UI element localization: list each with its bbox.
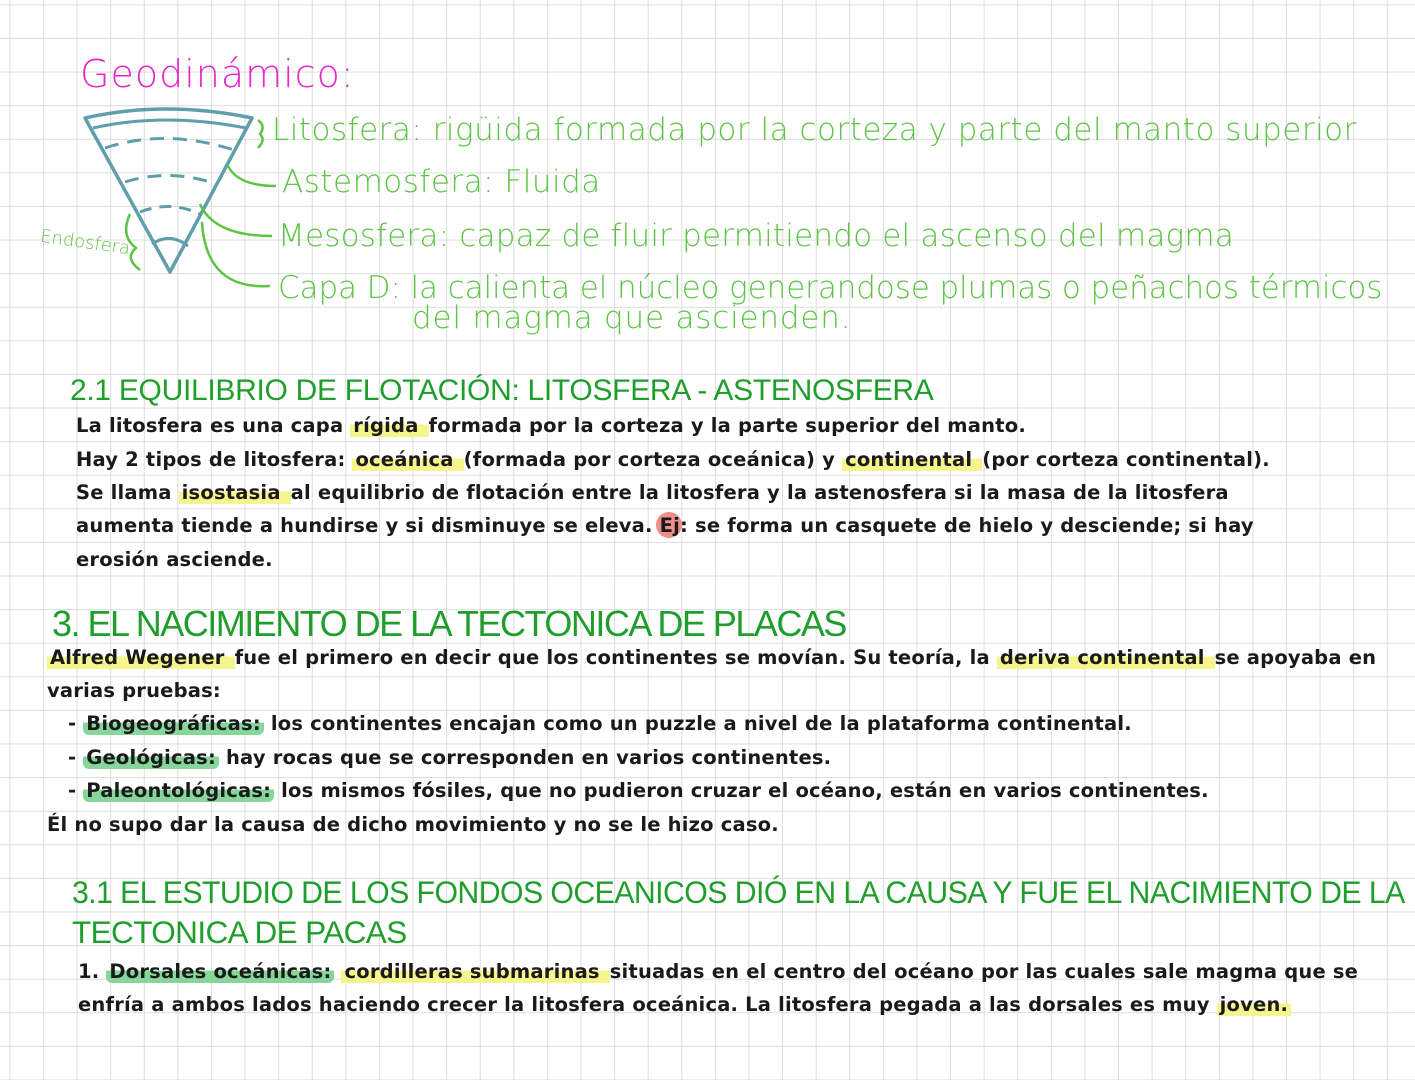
section-3-heading: 3. EL NACIMIENTO DE LA TECTONICA DE PLACAS	[52, 603, 846, 644]
text: (por corteza continental).	[982, 448, 1270, 471]
text: formada por la corteza y la parte superior del manto.	[428, 414, 1026, 437]
s31-line2	[78, 993, 1291, 1016]
highlight-rigida: rígida	[350, 414, 428, 437]
list-number: 1.	[78, 960, 107, 983]
text: Hay 2 tipos de litosfera:	[76, 448, 353, 471]
highlight-term: Paleontológicas:	[83, 779, 274, 802]
s3-bullet-3	[68, 779, 1209, 802]
text: aumenta tiende a hundirse y si disminuye se eleva.	[76, 514, 660, 537]
arrow-mesosfera	[200, 204, 272, 236]
highlight-wegener: Alfred Wegener	[47, 646, 235, 669]
text: al equilibrio de flotación entre la litosfera y la astenosfera si la masa de la litosfera	[290, 481, 1229, 504]
layer-mesosfera: Mesosfera: capaz de fluir permitiendo el ascenso del magma	[278, 218, 1234, 254]
text: fue el primero en decir que los continentes se movían. Su teoría, la	[234, 646, 997, 669]
highlight-oceanica: oceánica	[352, 448, 463, 471]
s3-line2: varias pruebas:	[47, 679, 221, 702]
highlight-dorsales: Dorsales oceánicas:	[106, 960, 334, 983]
endosfera-label: Endosfera	[38, 225, 132, 260]
text: La litosfera es una capa	[76, 414, 351, 437]
bullet-dash: -	[68, 779, 84, 802]
highlight-cordilleras: cordilleras submarinas	[341, 960, 609, 983]
s3-line3: Él no supo dar la causa de dicho movimiento y no se le hizo caso.	[47, 813, 779, 836]
s31-line1	[78, 960, 1358, 983]
layer-litosfera: Litosfera: rigüida formada por la corteza y parte del manto superior	[272, 112, 1357, 148]
section-3-1-heading-line1: 3.1 EL ESTUDIO DE LOS FONDOS OCEANICOS DIÓ EN LA CAUSA Y FUE EL NACIMIENTO DE LA	[72, 874, 1405, 910]
s21-line3	[76, 481, 1229, 504]
brace-litosfera	[258, 120, 263, 148]
highlight-joven: joven.	[1217, 993, 1292, 1016]
s3-line1	[47, 646, 1376, 669]
s21-line5: erosión asciende.	[76, 548, 273, 571]
text: se apoyaba en	[1214, 646, 1377, 669]
highlight-ej: Ej:	[659, 514, 689, 537]
text: enfría a ambos lados haciendo crecer la litosfera oceánica. La litosfera pegada a las dorsales es muy	[78, 993, 1217, 1016]
highlight-term: Biogeográficas:	[83, 712, 264, 735]
s21-line2	[76, 448, 1270, 471]
highlight-isostasia: isostasia	[179, 481, 291, 504]
diagram-layer-dashed-3	[140, 206, 200, 214]
text: se forma un casquete de hielo y desciende; si hay	[688, 514, 1254, 537]
text: los continentes encajan como un puzzle a nivel de la plataforma continental.	[263, 712, 1132, 735]
diagram-layer-crust	[93, 120, 246, 128]
arrow-astenosfera	[228, 166, 276, 186]
layer-capa-d: Capa D: la calienta el núcleo generandose plumas o peñachos térmicos	[278, 270, 1383, 306]
text: los mismos fósiles, que no pudieron cruzar el océano, están en varios continentes.	[274, 779, 1209, 802]
text: hay rocas que se corresponden en varios continentes.	[218, 746, 832, 769]
s21-line4	[76, 514, 1254, 537]
section-3-1-heading-line2: TECTONICA DE PACAS	[72, 914, 407, 950]
layer-capa-d-cont: del magma que ascienden.	[412, 300, 852, 336]
highlight-continental: continental	[842, 448, 982, 471]
text: (formada por corteza oceánica) y	[463, 448, 843, 471]
s3-bullet-1	[68, 712, 1132, 735]
highlight-deriva: deriva continental	[997, 646, 1215, 669]
geodinamico-title: Geodinámico:	[80, 52, 355, 96]
highlight-term: Geológicas:	[83, 746, 219, 769]
text: Se llama	[76, 481, 179, 504]
bullet-dash: -	[68, 746, 84, 769]
bullet-dash: -	[68, 712, 84, 735]
s21-line1	[76, 414, 1026, 437]
text: situadas en el centro del océano por las cuales sale magma que se	[609, 960, 1359, 983]
diagram-layer-dashed-2	[125, 175, 216, 184]
layer-astenosfera: Astemosfera: Fluida	[282, 164, 601, 200]
section-2-1-heading: 2.1 EQUILIBRIO DE FLOTACIÓN: LITOSFERA - ASTENOSFERA	[70, 374, 934, 407]
diagram-layer-dashed-1	[105, 138, 234, 150]
s3-bullet-2	[68, 746, 831, 769]
